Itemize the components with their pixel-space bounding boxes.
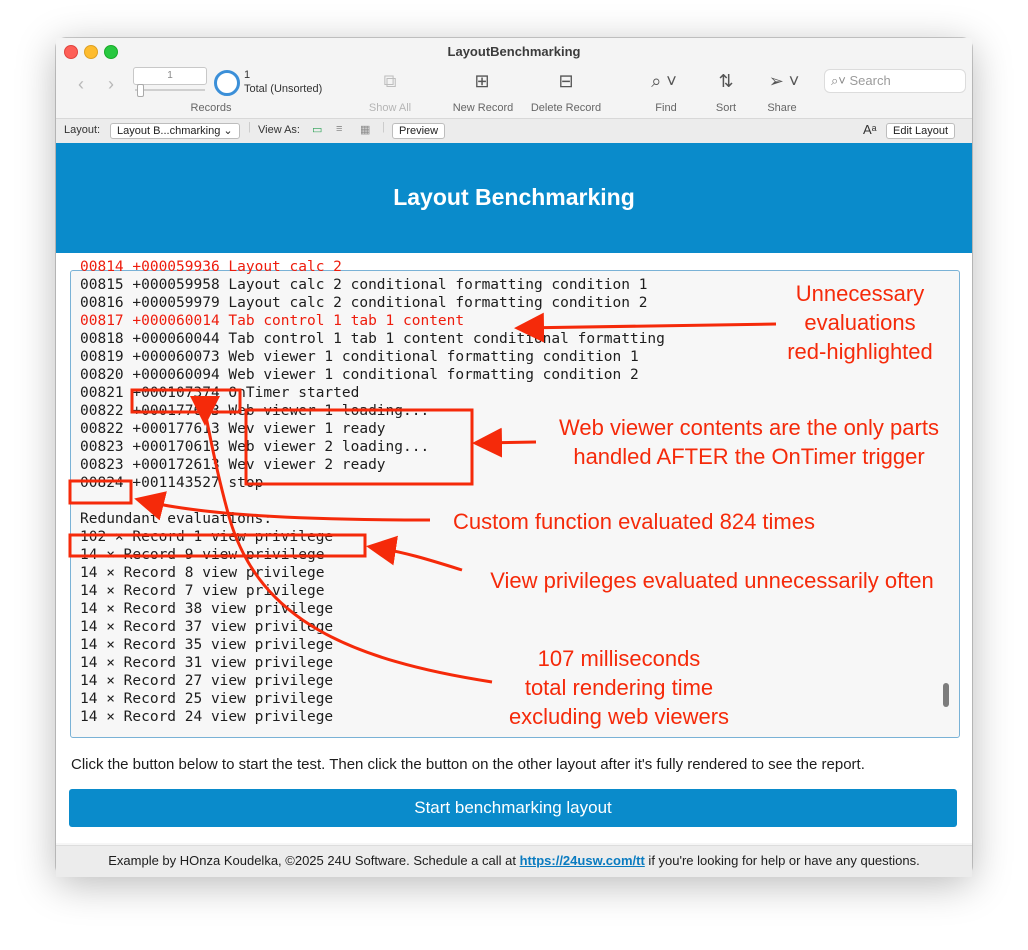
record-total: Total (Unsorted)	[244, 83, 323, 95]
page-title: Layout Benchmarking	[393, 184, 635, 210]
timestamp-highlight-box	[132, 390, 240, 412]
previous-record-icon[interactable]: ‹	[78, 74, 84, 94]
view-privilege-highlight-box	[70, 535, 365, 556]
find-button[interactable]: Find	[655, 102, 677, 114]
record-number-field[interactable]: 1	[133, 67, 207, 85]
counter-highlight-box	[70, 481, 131, 503]
log-line: 00821 +000107374 OnTimer started	[80, 385, 360, 401]
log-line: 00816 +000059979 Layout calc 2 conditional formatting condition 2	[80, 295, 648, 311]
footer-prefix: Example by HOnza Koudelka, ©2025 24U Software. Schedule a call at	[108, 853, 520, 868]
records-label: Records	[190, 102, 232, 114]
annotation-line: total rendering time	[524, 675, 714, 700]
annotation-web-viewer-text	[536, 413, 962, 471]
log-line: 14 × Record 9 view privilege	[80, 547, 325, 563]
log-line: 00822 +000177613 Wev viewer 1 ready	[80, 421, 386, 437]
log-line: 14 × Record 38 view privilege	[80, 601, 334, 617]
sort-button[interactable]: Sort	[715, 102, 737, 114]
log-line: 00822 +000177613 Web viewer 1 loading...	[80, 403, 430, 419]
start-benchmarking-button[interactable]: Start benchmarking layout	[69, 789, 957, 827]
delete-record-button[interactable]: Delete Record	[530, 102, 602, 114]
find-icon[interactable]: ⌕ ˅	[651, 71, 677, 91]
sort-icon[interactable]: ⇅	[718, 71, 734, 91]
share-icon[interactable]: ➢ ˅	[768, 71, 800, 91]
window-title: LayoutBenchmarking	[447, 44, 581, 59]
instructions-text: Click the button below to start the test. Then click the button on the other layout after it's fully rendered to see the report.	[71, 756, 865, 773]
layout-label: Layout:	[64, 124, 101, 136]
annotation-custom-function: Custom function evaluated 824 times	[453, 509, 815, 534]
next-record-icon[interactable]: ›	[108, 74, 114, 94]
record-count: 1	[244, 69, 251, 81]
log-line: 14 × Record 24 view privilege	[80, 709, 334, 725]
log-line: 102 × Record 1 view privilege	[80, 529, 334, 545]
log-line: 14 × Record 8 view privilege	[80, 565, 325, 581]
arrow-to-view-privilege	[372, 547, 462, 570]
log-line: 14 × Record 37 view privilege	[80, 619, 334, 635]
annotation-milliseconds	[490, 644, 748, 731]
annotation-line: handled AFTER the OnTimer trigger	[573, 444, 925, 469]
arrow-to-counter	[140, 500, 430, 520]
log-line: 00819 +000060073 Web viewer 1 conditional formatting condition 1	[80, 349, 639, 365]
log-line: 14 × Record 31 view privilege	[80, 655, 334, 671]
log-line: 00814 +000059936 Layout calc 2	[80, 259, 342, 275]
footer-link[interactable]: https://24usw.com/tt	[519, 853, 645, 868]
web-viewer-highlight-box	[246, 410, 472, 484]
arrow-to-web-viewers	[478, 442, 536, 443]
log-line: 00818 +000060044 Tab control 1 tab 1 content conditional formatting	[80, 331, 665, 347]
search-placeholder: Search	[849, 73, 891, 88]
annotation-unnecessary-text	[760, 279, 960, 366]
show-all-icon[interactable]: ⧉	[383, 71, 397, 91]
share-button[interactable]: Share	[767, 102, 797, 114]
annotation-line: Unnecessary	[795, 281, 925, 306]
divider: |	[382, 121, 385, 133]
divider: |	[248, 121, 251, 133]
annotation-milliseconds-text	[490, 644, 748, 731]
annotation-line: evaluations	[804, 310, 916, 335]
annotation-line: excluding web viewers	[508, 704, 730, 729]
annotation-line: Web viewer contents are the only parts	[559, 415, 939, 440]
table-view-icon[interactable]: ▦	[360, 124, 371, 136]
log-line: 14 × Record 35 view privilege	[80, 637, 334, 653]
log-line: 00815 +000059958 Layout calc 2 conditional formatting condition 1	[80, 277, 648, 293]
log-line: 14 × Record 27 view privilege	[80, 673, 334, 689]
annotation-view-privileges: View privileges evaluated unnecessarily often	[490, 568, 934, 593]
view-as-label: View As:	[258, 124, 300, 136]
chevron-down-icon: ⌄	[223, 125, 233, 137]
arrow-to-tab-control	[520, 324, 776, 328]
form-view-icon[interactable]: ▭	[312, 124, 323, 136]
preview-button[interactable]: Preview	[392, 123, 445, 139]
annotation-unnecessary	[760, 279, 960, 366]
log-line: 14 × Record 25 view privilege	[80, 691, 334, 707]
annotation-line: red-highlighted	[787, 339, 933, 364]
log-line: Redundant evaluations:	[80, 511, 273, 527]
log-line: 00820 +000060094 Web viewer 1 conditional formatting condition 2	[80, 367, 639, 383]
log-line: 00824 +001143527 stop	[80, 475, 264, 491]
list-view-icon[interactable]: ≡	[336, 123, 343, 135]
log-line: 00823 +000170613 Web viewer 2 loading...	[80, 439, 430, 455]
edit-layout-button[interactable]: Edit Layout	[886, 123, 955, 139]
font-size-icon[interactable]: Aᵃ	[863, 122, 877, 137]
new-record-button[interactable]: New Record	[452, 102, 514, 114]
annotation-web-viewer	[536, 413, 962, 471]
search-icon: ⌕˅	[831, 73, 846, 88]
delete-record-icon[interactable]: ⊟	[558, 71, 574, 91]
footer-suffix: if you're looking for help or have any questions.	[644, 853, 920, 868]
log-line: 00823 +000172613 Wev viewer 2 ready	[80, 457, 386, 473]
arrow-to-timestamp	[205, 416, 492, 682]
layout-select-value: Layout B...chmarking	[117, 125, 221, 137]
log-line: 00817 +000060014 Tab control 1 tab 1 content	[80, 313, 465, 329]
log-line: 14 × Record 7 view privilege	[80, 583, 325, 599]
new-record-icon[interactable]: ⊞	[474, 71, 490, 91]
show-all-button[interactable]: Show All	[368, 102, 412, 114]
annotation-line: 107 milliseconds	[537, 646, 701, 671]
